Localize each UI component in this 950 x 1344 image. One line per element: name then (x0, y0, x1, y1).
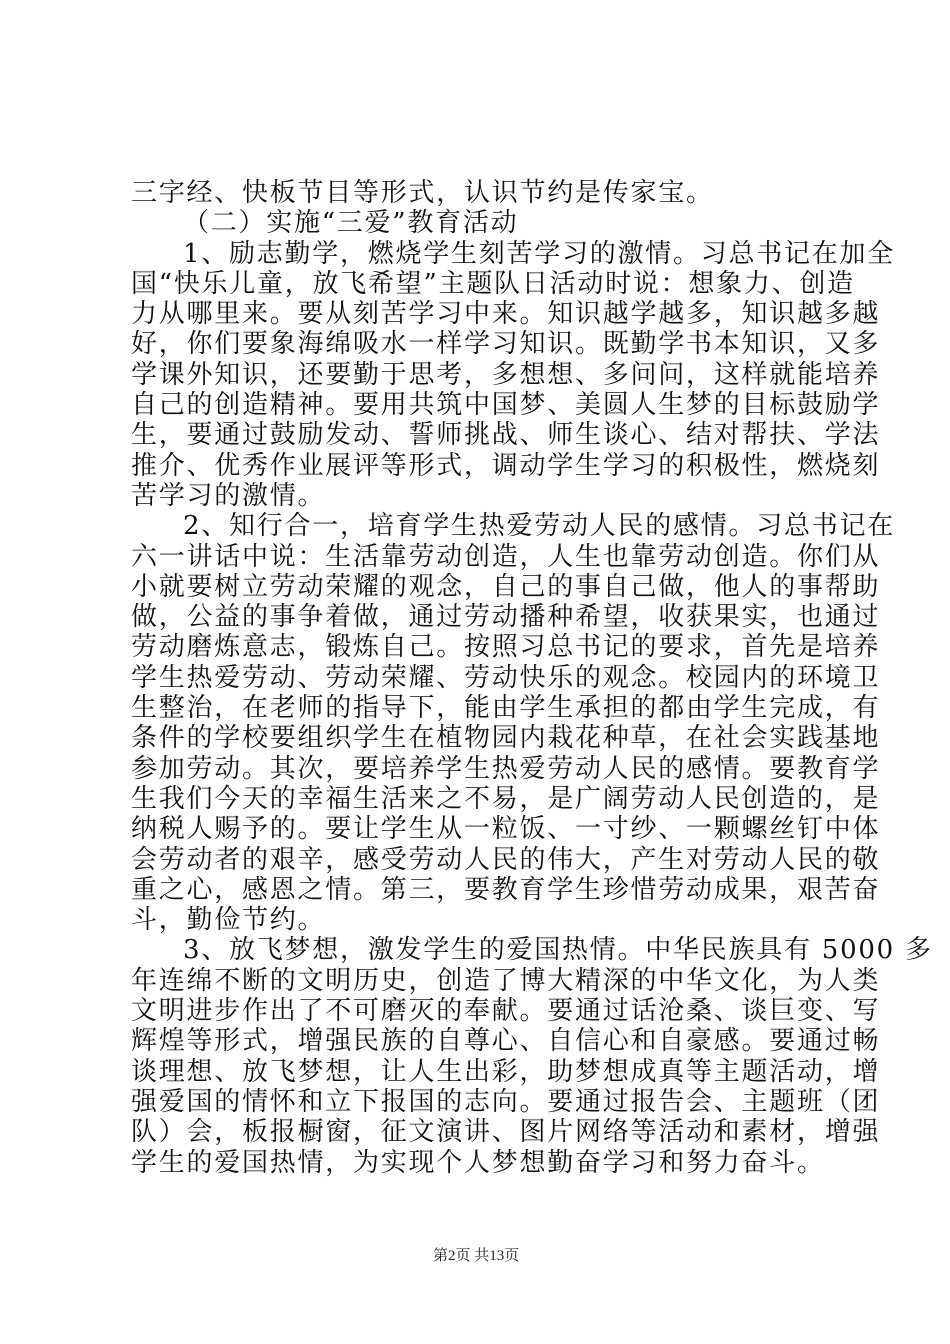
text-line: 重之心，感恩之情。第三，要教育学生珍惜劳动成果，艰苦奋 (131, 874, 881, 905)
text-line: 苦学习的激情。 (131, 480, 326, 511)
text-line: 生我们今天的幸福生活来之不易，是广阔劳动人民创造的，是 (131, 783, 881, 814)
text-line: 学生热爱劳动、劳动荣耀、劳动快乐的观念。校园内的环境卫 (131, 662, 881, 693)
text-line: 会劳动者的艰辛，感受劳动人民的伟大，产生对劳动人民的敬 (131, 844, 881, 875)
text-line: 自己的创造精神。要用共筑中国梦、美圆人生梦的目标鼓励学 (131, 390, 881, 421)
text-line: 三字经、快板节目等形式，认识节约是传家宝。 (131, 178, 714, 208)
text-line: 辉煌等形式，增强民族的自尊心、自信心和自豪感。要通过畅 (131, 1026, 881, 1057)
body-text (131, 178, 933, 1178)
page-footer: 第2页 共13页 (433, 1248, 520, 1264)
text-line: 生整治，在老师的指导下，能由学生承担的都由学生完成，有 (131, 693, 881, 724)
text-line: 条件的学校要组织学生在植物园内栽花种草，在社会实践基地 (131, 723, 881, 754)
text-line: 队）会，板报橱窗，征文演讲、图片网络等活动和素材，增强 (131, 1117, 881, 1148)
text-line: 学生的爱国热情，为实现个人梦想勤奋学习和努力奋斗。 (131, 1147, 825, 1178)
text-line: 2、知行合一，培育学生热爱劳动人民的感情。习总书记在 (183, 511, 896, 542)
text-line: 纳税人赐予的。要让学生从一粒饭、一寸纱、一颗螺丝钉中体 (131, 814, 881, 845)
text-line: 做，公益的事争着做，通过劳动播种希望，收获果实，也通过 (131, 602, 881, 633)
text-line: （二）实施“三爱”教育活动 (183, 208, 519, 239)
paragraph (131, 935, 933, 1178)
text-line: 强爱国的情怀和立下报国的志向。要通过报告会、主题班（团 (131, 1086, 881, 1117)
text-line: 六一讲话中说：生活靠劳动创造，人生也靠劳动创造。你们从 (131, 541, 881, 572)
text-line: 力从哪里来。要从刻苦学习中来。知识越学越多，知识越多越 (131, 299, 881, 330)
text-line: 好，你们要象海绵吸水一样学习知识。既勤学书本知识，又多 (131, 329, 881, 360)
paragraph (131, 511, 896, 936)
text-line: 小就要树立劳动荣耀的观念，自己的事自己做，他人的事帮助 (131, 571, 881, 602)
text-line: 斗，勤俭节约。 (131, 905, 326, 936)
text-line: 学课外知识，还要勤于思考，多想想、多问问，这样就能培养 (131, 359, 881, 390)
text-line: 推介、优秀作业展评等形式，调动学生学习的积极性，燃烧刻 (131, 450, 881, 481)
text-line: 劳动磨炼意志，锻炼自己。按照习总书记的要求，首先是培养 (131, 632, 881, 663)
text-line: 生，要通过鼓励发动、誓师挑战、师生谈心、结对帮扶、学法 (131, 420, 881, 451)
paragraph (131, 178, 841, 208)
text-line: 年连绵不断的文明历史，创造了博大精深的中华文化，为人类 (131, 965, 881, 996)
paragraph (131, 238, 896, 512)
text-line: 文明进步作出了不可磨灭的奉献。要通过话沧桑、谈巨变、写 (131, 996, 881, 1027)
text-line: 3、放飞梦想，激发学生的爱国热情。中华民族具有 5000 多 (183, 935, 933, 966)
text-line: 参加劳动。其次，要培养学生热爱劳动人民的感情。要教育学 (131, 753, 881, 784)
text-line: 谈理想、放飞梦想，让人生出彩，助梦想成真等主题活动，增 (131, 1056, 881, 1087)
text-line: 国“快乐儿童，放飞希望”主题队日活动时说：想象力、创造 (131, 268, 855, 299)
text-line: 1、励志勤学，燃烧学生刻苦学习的激情。习总书记在加全 (183, 238, 896, 269)
paragraph (131, 208, 841, 238)
